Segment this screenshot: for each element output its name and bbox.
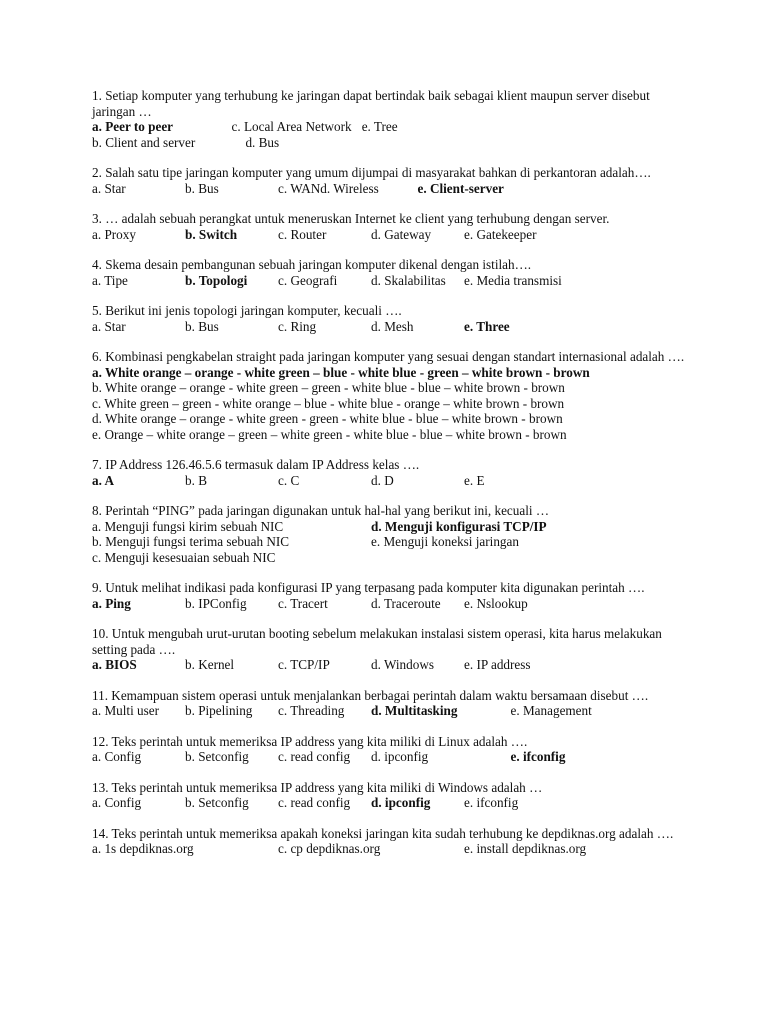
answer-option: a. Star [92, 318, 126, 334]
answer-option: b. Bus [185, 180, 219, 196]
answer-option: d. Windows [371, 657, 434, 672]
document-body [92, 88, 692, 872]
question-text: 13. Teks perintah untuk memeriksa IP address yang kita miliki di Windows adalah … [92, 779, 543, 795]
answer-option: a. 1s depdiknas.org [92, 841, 194, 856]
question-5 [92, 303, 692, 334]
answer-option: b. Client and server [92, 134, 196, 150]
question-13 [92, 780, 692, 811]
answer-option: b. White orange – orange - white green – green - white blue - blue – white brown - brown [92, 380, 565, 395]
answer-option: d. Bus [245, 134, 280, 150]
answer-option-correct: e. Three [464, 318, 510, 334]
question-text: 8. Perintah “PING” pada jaringan digunakan untuk hal-hal yang berikut ini, kecuali … [92, 503, 550, 518]
answer-option-correct: e. Client-server [417, 180, 504, 196]
answer-option: d. Gateway [371, 226, 432, 242]
answer-option: b. Setconfig [185, 749, 249, 764]
answer-option-correct: a. White orange – orange - white green – blue - white blue - green – white brown - brown [92, 364, 590, 380]
answer-options [92, 749, 692, 765]
options-row [92, 703, 692, 719]
answer-option-correct: d. ipconfig [371, 795, 431, 810]
answer-option: e. ifconfig [464, 795, 519, 810]
options-row [92, 519, 692, 535]
answer-option: c. cp depdiknas.org [278, 841, 381, 856]
question-text: 9. Untuk melihat indikasi pada konfigurasi IP yang terpasang pada komputer kita digunakan perintah …. [92, 580, 645, 595]
answer-option: e. Management [510, 703, 592, 718]
answer-option-correct: b. Switch [185, 226, 238, 242]
question-6 [92, 349, 692, 442]
answer-option: b. Kernel [185, 657, 235, 672]
answer-option-correct: d. Multitasking [371, 703, 458, 718]
answer-option-correct: a. A [92, 472, 114, 488]
answer-option: c. Geografi [278, 272, 338, 288]
options-row [92, 473, 692, 489]
answer-option: a. Config [92, 749, 142, 764]
answer-options [92, 519, 692, 566]
question-7 [92, 457, 692, 488]
options-row [92, 749, 692, 765]
question-text: 1. Setiap komputer yang terhubung ke jaringan dapat bertindak baik sebagai klient maupun server disebut jaringan … [92, 88, 650, 119]
answer-option: e. IP address [464, 657, 531, 672]
question-text: 4. Skema desain pembangunan sebuah jaringan komputer dikenal dengan istilah…. [92, 257, 532, 272]
answer-option: a. Multi user [92, 703, 160, 718]
question-10 [92, 626, 692, 673]
answer-option: e. Nslookup [464, 595, 528, 611]
answer-option: b. Menguji fungsi terima sebuah NIC [92, 534, 290, 549]
answer-option: b. IPConfig [185, 595, 247, 611]
options-row [92, 273, 692, 289]
answer-option: a. Tipe [92, 272, 128, 288]
answer-options [92, 365, 692, 443]
options-row [92, 841, 692, 857]
answer-option: b. Bus [185, 318, 219, 334]
answer-option: d. ipconfig [371, 749, 429, 764]
options-row [92, 550, 692, 566]
options-row [92, 135, 692, 151]
options-row [92, 181, 692, 197]
answer-option-correct: e. ifconfig [510, 749, 566, 764]
options-row [92, 596, 692, 612]
question-text: 10. Untuk mengubah urut-urutan booting sebelum melakukan instalasi sistem operasi, kita harus melakukan setting pada …. [92, 626, 662, 657]
answer-option: d. Mesh [371, 318, 414, 334]
question-text: 3. … adalah sebuah perangkat untuk meneruskan Internet ke client yang terhubung dengan server. [92, 211, 610, 226]
answer-option: a. Config [92, 795, 142, 810]
answer-options [92, 319, 692, 335]
options-row [92, 657, 692, 673]
answer-option: e. Menguji koneksi jaringan [371, 534, 519, 549]
answer-option: b. Setconfig [185, 795, 249, 810]
answer-option: c. WANd. Wireless [278, 180, 379, 196]
answer-option: c. TCP/IP [278, 657, 330, 672]
answer-option: b. Pipelining [185, 703, 253, 718]
answer-option: e. E [464, 472, 485, 488]
question-14 [92, 826, 692, 857]
answer-option-correct: a. Ping [92, 595, 131, 611]
answer-option: c. Router [278, 226, 327, 242]
answer-option: c. White green – green - white orange – blue - white blue - orange – white brown - brown [92, 395, 565, 411]
answer-option-correct: b. Topologi [185, 272, 248, 288]
answer-option: d. White orange – orange - white green - green - white blue - blue – white brown - brown [92, 411, 563, 426]
question-8 [92, 503, 692, 565]
answer-option: c. Local Area Network [231, 119, 352, 134]
answer-option: e. Gatekeeper [464, 226, 537, 242]
answer-options [92, 841, 692, 857]
answer-option: d. D [371, 472, 394, 488]
answer-option: e. Tree [361, 119, 398, 134]
options-row [92, 534, 692, 550]
answer-options [92, 473, 692, 489]
question-12 [92, 734, 692, 765]
answer-options [92, 227, 692, 243]
question-text: 7. IP Address 126.46.5.6 termasuk dalam IP Address kelas …. [92, 457, 420, 472]
answer-options [92, 181, 692, 197]
question-text: 14. Teks perintah untuk memeriksa apakah koneksi jaringan kita sudah terhubung ke depdiknas.org adalah …. [92, 825, 674, 841]
question-2 [92, 165, 692, 196]
question-9 [92, 580, 692, 611]
answer-options [92, 703, 692, 719]
answer-option: c. C [278, 472, 300, 488]
answer-options [92, 273, 692, 289]
answer-option: a. Menguji fungsi kirim sebuah NIC [92, 518, 284, 534]
answer-option: c. Tracert [278, 595, 328, 611]
answer-option: d. Traceroute [371, 595, 441, 611]
question-4 [92, 257, 692, 288]
answer-option: c. read config [278, 795, 351, 810]
answer-option: d. Skalabilitas [371, 272, 446, 288]
question-1 [92, 88, 692, 150]
question-text: 5. Berikut ini jenis topologi jaringan komputer, kecuali …. [92, 303, 402, 318]
answer-option: e. Orange – white orange – green – white green - white blue - blue – white brown - brown [92, 426, 567, 442]
answer-options [92, 795, 692, 811]
answer-option-correct: d. Menguji konfigurasi TCP/IP [371, 518, 547, 534]
options-row [92, 319, 692, 335]
options-row [92, 795, 692, 811]
answer-option: a. Star [92, 180, 126, 196]
answer-option-correct: a. Peer to peer [92, 119, 174, 134]
question-text: 11. Kemampuan sistem operasi untuk menjalankan berbagai perintah dalam waktu bersamaan disebut …. [92, 687, 649, 703]
question-text: 12. Teks perintah untuk memeriksa IP address yang kita miliki di Linux adalah …. [92, 733, 528, 749]
question-text: 2. Salah satu tipe jaringan komputer yang umum dijumpai di masyarakat bahkan di perkantoran adalah…. [92, 165, 651, 180]
answer-option: b. B [185, 472, 207, 488]
answer-option: c. Threading [278, 703, 345, 718]
options-row [92, 119, 692, 135]
answer-option: a. Proxy [92, 226, 136, 242]
answer-option: c. Ring [278, 318, 317, 334]
answer-option: c. Menguji kesesuaian sebuah NIC [92, 549, 276, 565]
answer-options [92, 657, 692, 673]
answer-option-correct: a. BIOS [92, 657, 137, 672]
answer-option: e. install depdiknas.org [464, 841, 587, 856]
answer-options [92, 119, 692, 150]
question-text: 6. Kombinasi pengkabelan straight pada jaringan komputer yang sesuai dengan standart internasional adalah …. [92, 349, 685, 364]
question-3 [92, 211, 692, 242]
answer-options [92, 596, 692, 612]
options-row [92, 227, 692, 243]
answer-option: c. read config [278, 749, 351, 764]
question-11 [92, 688, 692, 719]
answer-option: e. Media transmisi [464, 272, 562, 288]
